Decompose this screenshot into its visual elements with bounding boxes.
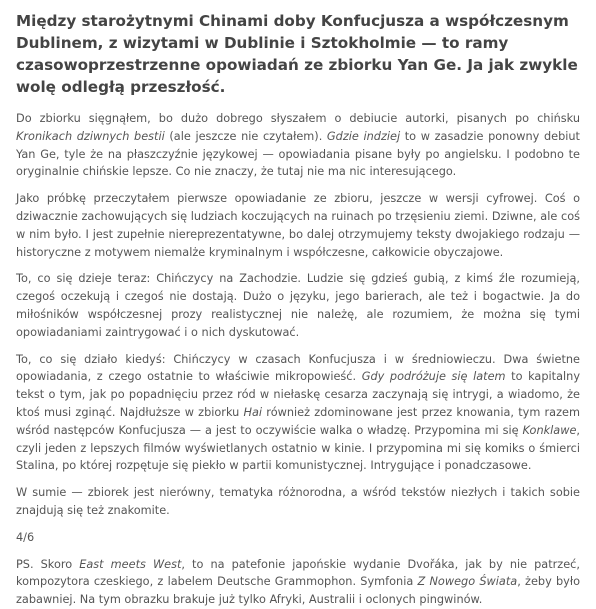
paragraph-2 [16,190,580,261]
paragraph-1 [16,110,580,181]
italic-title-gdzie-indziej: Gdzie indziej [326,129,401,143]
italic-title-z-nowego-swiata: Z Nowego Świata [417,575,518,589]
article-title: Między starożytnymi Chinami doby Konfucjusza a współczesnym Dublinem, z wizytami w Dublinie i Sztokholmie — to ramy czasowoprzestrzenne opowiadań ze zbiorku Yan Ge. Ja jak zwykle wolę odległą przeszłość. [16,12,578,96]
text-run: to w zasadzie ponowny debiut Yan Ge, tyle że na płaszczyźnie językowej — opowiadania pisane były po angielsku. I podobno te oryginalnie chińskie lepsze. Co nie znaczy, że tutaj nie ma nic interesującego. [16,129,580,179]
paragraph-3 [16,270,580,341]
postscript [16,556,580,609]
paragraph-5 [16,484,580,520]
text-run: , czyli jeden z lepszych filmów wyświetlanych ostatnio w kinie. I przypomina mi się komiks o śmierci Stalina, po której rozpętuje się piekło w partii komunistycznej. Intrygujące i ponadczasowe. [16,423,580,473]
italic-title-hai: Hai [243,405,263,419]
italic-title-east-meets-west: East meets West [79,557,182,571]
text-run: , żeby było zabawniej. Na tym obrazku brakuje już tylko Afryki, Australii i oclonych pingwinów. [16,575,580,607]
text-run: , to na patefonie japońskie wydanie Dvořáka, jak by nie patrzeć, kompozytora czeskiego, z labelem Deutsche Grammophon. Symfonia [16,557,580,589]
text-run: PS. Skoro [16,557,80,571]
text-run: Do zbiorku sięgnąłem, bo dużo dobrego słyszałem o debiucie autorki, pisanych po chińsku [16,112,580,125]
text-run: to kapitalny tekst o tym, jak po popadnięciu przez ród w niełaskę cesarza zaczynają się intrygi, a wiadomo, że ktoś musi zginąć. Najdłuższe w zbiorku [16,370,581,419]
text-run: To, co się działo kiedyś: Chińczycy w czasach Konfucjusza i w średniowieczu. Dwa świetne opowiadania, z czego ostatnie to właściwie mikropowieść. [16,352,580,384]
text-run: Jako próbkę przeczytałem pierwsze opowiadanie ze zbioru, jeszcze w wersji cyfrowej. Coś o dziwacznie zachowujących się ludziach koczujących na ruinach po trzęsieniu ziemi. Dziwne, ale coś w nim było. I jest zupełnie niereprezentatywne, bo dalej otrzymujemy teksty dwojakiego rodzaju — historyczne z motywem niemalże kryminalnym i współczesne, całkowicie obyczajowe. [16,192,580,259]
italic-title-gdy-podrozuje: Gdy podróżuje się latem [361,370,506,384]
italic-title-konklawe: Konklawe [522,423,577,437]
text-run: również zdominowane jest przez knowania, tym razem wśród następców Konfucjusza — a jest to oczywiście walka o władzę. Przypomina mi się [16,405,580,437]
paragraph-4 [16,351,580,476]
text-run: To, co się dzieje teraz: Chińczycy na Zachodzie. Ludzie się gdzieś gubią, z kimś źle rozumieją, czegoś oczekują i czegoś nie dostają. Dużo o języku, jego barierach, ale też i bogactwie. Ja do miłośników współczesnej prozy realistycznej nie należę, ale rozumiem, że można się tymi opowiadaniami zaintrygować i o nich dyskutować. [16,272,580,339]
text-run: (ale jeszcze nie czytałem). [164,129,327,143]
text-run: W sumie — zbiorek jest nierówny, tematyka różnorodna, a wśród tekstów niezłych i takich sobie znajdują się też znakomite. [16,486,580,517]
rating: 4/6 [16,530,35,544]
italic-title-kroniki: Kronikach dziwnych bestii [16,129,165,143]
